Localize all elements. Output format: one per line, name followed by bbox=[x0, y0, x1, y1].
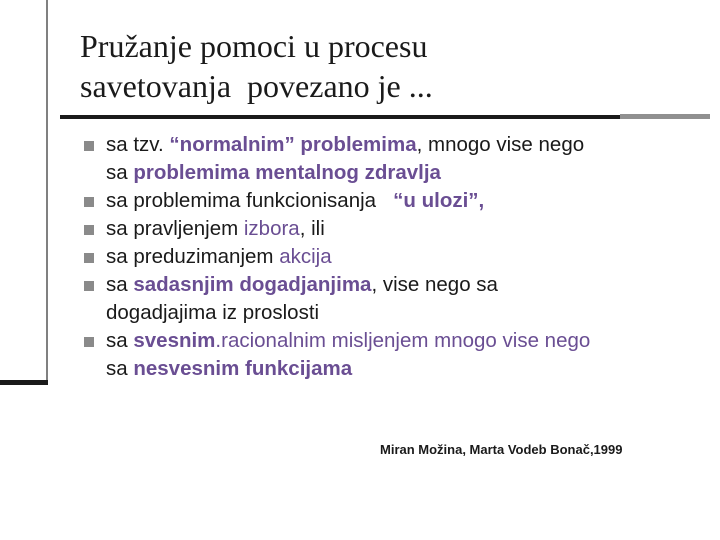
square-bullet-icon bbox=[84, 253, 94, 263]
list-item bbox=[82, 215, 702, 243]
bullet-text: sa bbox=[106, 161, 134, 184]
bullet-emphasis: sadasnjim dogadjanjima bbox=[133, 273, 372, 296]
bullet-text: dogadjajima iz proslosti bbox=[106, 301, 320, 324]
bullet-emphasis: problemima mentalnog zdravlja bbox=[133, 161, 441, 184]
bullet-text: .racionalnim misljenjem mnogo vise nego bbox=[215, 329, 591, 352]
bullet-text: , ili bbox=[299, 217, 325, 240]
list-item bbox=[82, 327, 702, 383]
bullet-text: sa preduzimanjem bbox=[106, 245, 280, 268]
citation: Miran Možina, Marta Vodeb Bonač,1999 bbox=[380, 442, 623, 457]
slide-title bbox=[80, 26, 700, 106]
bullet-emphasis: svesnim bbox=[133, 329, 216, 352]
bullet-text: sa pravljenjem bbox=[106, 217, 244, 240]
slide-title-line-1: Pružanje pomoci u procesu bbox=[80, 28, 428, 64]
square-bullet-icon bbox=[84, 225, 94, 235]
left-rule-foot bbox=[0, 380, 48, 385]
bullet-list bbox=[82, 131, 702, 383]
title-underline bbox=[60, 115, 620, 119]
bullet-text: sa tzv. bbox=[106, 133, 170, 156]
list-item bbox=[82, 243, 702, 271]
bullet-text: sa bbox=[106, 357, 134, 380]
bullet-emphasis: “u ulozi”, bbox=[393, 189, 485, 212]
bullet-text: , mnogo vise nego bbox=[416, 133, 585, 156]
bullet-emphasis: izbora bbox=[243, 217, 300, 240]
left-vertical-rule bbox=[46, 0, 48, 382]
bullet-emphasis: akcija bbox=[279, 245, 332, 268]
square-bullet-icon bbox=[84, 337, 94, 347]
list-item bbox=[82, 131, 702, 187]
list-item bbox=[82, 187, 702, 215]
list-item bbox=[82, 271, 702, 327]
bullet-text: , vise nego sa bbox=[371, 273, 498, 296]
square-bullet-icon bbox=[84, 281, 94, 291]
bullet-text: sa bbox=[106, 273, 134, 296]
bullet-text: sa problemima funkcionisanja bbox=[106, 189, 394, 212]
square-bullet-icon bbox=[84, 141, 94, 151]
bullet-emphasis: “normalnim” problemima bbox=[169, 133, 417, 156]
bullet-text: sa bbox=[106, 329, 134, 352]
slide-title-line-2: savetovanja povezano je ... bbox=[80, 68, 433, 104]
bullet-emphasis: nesvesnim funkcijama bbox=[133, 357, 353, 380]
square-bullet-icon bbox=[84, 197, 94, 207]
title-underline-accent bbox=[620, 114, 710, 119]
